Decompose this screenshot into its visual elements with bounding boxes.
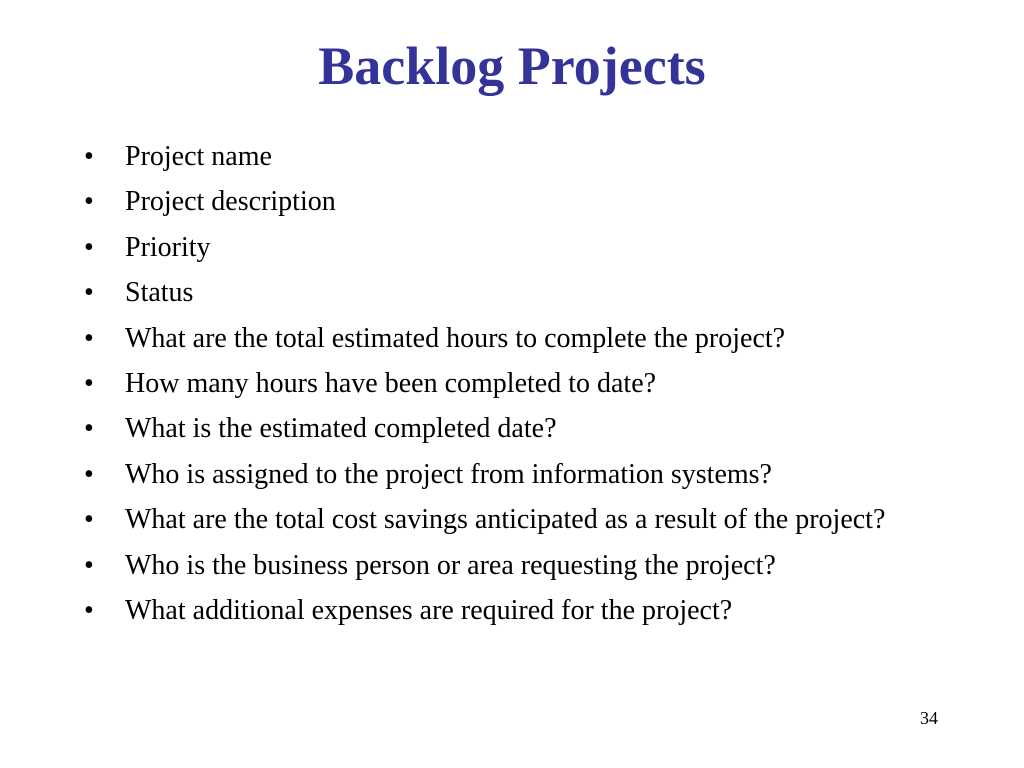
bullet-list (82, 141, 952, 640)
bullet-item-requester (82, 550, 952, 582)
bullet-dot-icon: • (84, 413, 94, 445)
bullet-dot-icon: • (84, 277, 94, 309)
bullet-item-cost-savings (82, 504, 952, 536)
bullet-text: Status (125, 277, 194, 309)
bullet-text: Priority (125, 231, 211, 263)
slide-title: Backlog Projects (318, 36, 706, 96)
bullet-dot-icon: • (84, 549, 94, 581)
bullet-dot-icon: • (84, 141, 94, 172)
page-number: 34 (920, 708, 938, 728)
bullet-text: Project name (125, 141, 272, 172)
bullet-text: What additional expenses are required for the project? (125, 594, 733, 626)
bullet-item-estimated-date (82, 413, 952, 445)
bullet-text: What are the total cost savings anticipated as a result of the project? (125, 504, 886, 536)
bullet-dot-icon: • (84, 458, 94, 490)
bullet-text: Who is assigned to the project from information systems? (125, 458, 772, 490)
bullet-item-assigned (82, 459, 952, 491)
bullet-dot-icon: • (84, 504, 94, 536)
bullet-item-project-description (82, 186, 952, 218)
bullet-text: How many hours have been completed to date? (125, 367, 657, 399)
bullet-dot-icon: • (84, 367, 94, 399)
bullet-item-hours-completed (82, 368, 952, 400)
bullet-text: What are the total estimated hours to complete the project? (125, 322, 786, 354)
bullet-item-additional-expenses (82, 595, 952, 627)
bullet-item-priority (82, 232, 952, 264)
bullet-item-status (82, 277, 952, 309)
bullet-text: Who is the business person or area requesting the project? (125, 549, 776, 581)
bullet-text: What is the estimated completed date? (125, 413, 557, 445)
bullet-dot-icon: • (84, 231, 94, 263)
bullet-dot-icon: • (84, 594, 94, 626)
bullet-dot-icon: • (84, 186, 94, 218)
bullet-item-estimated-hours (82, 323, 952, 355)
bullet-text: Project description (125, 186, 336, 218)
bullet-dot-icon: • (84, 322, 94, 354)
bullet-item-project-name (82, 141, 952, 173)
